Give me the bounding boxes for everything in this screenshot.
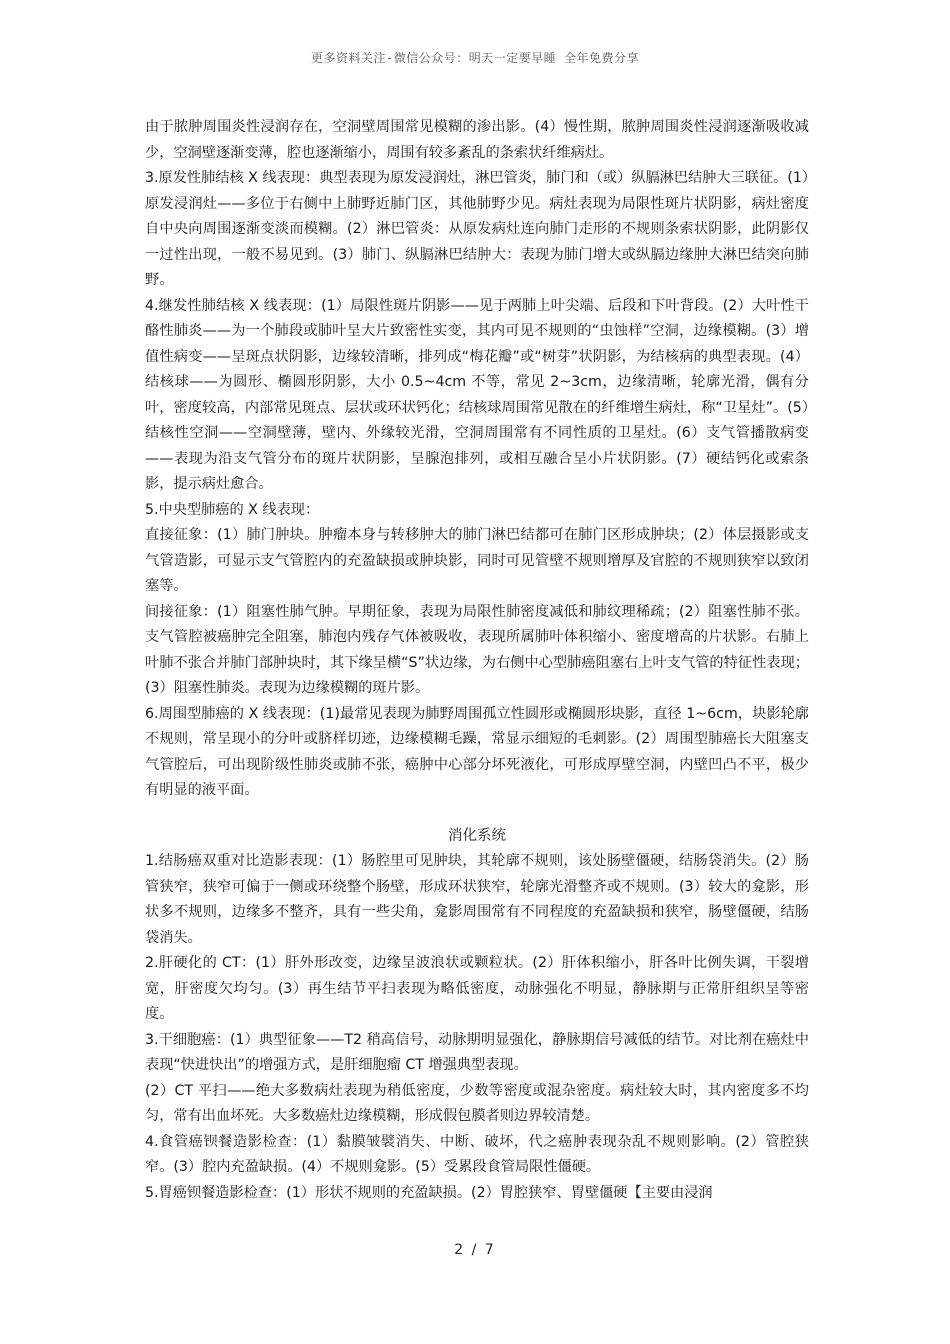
page-number: 2 / 7	[454, 1242, 496, 1258]
paragraph: 5.中央型肺癌的 X 线表现：	[145, 501, 320, 518]
paragraph: 3.干细胞癌：(1）典型征象——T2 稍高信号，动脉期明显强化，静脉期信号减低的结节。对比剂在癌灶中表现“快进快出”的增强方式，是肝细胞瘤 CT 增强典型表现。	[145, 1031, 809, 1073]
paragraph: (2）CT 平扫——绝大多数病灶表现为稍低密度，少数等密度或混杂密度。病灶较大时，其内密度多不均匀，常有出血坏死。大多数癌灶边缘模糊，形成假包膜者则边界较清楚。	[145, 1082, 809, 1124]
paragraph: 4.食管癌钡餐造影检查：(1）黏膜皱襞消失、中断、破坏，代之癌肿表现杂乱不规则影响。(2）管腔狭窄。(3）腔内充盈缺损。(4）不规则龛影。(5）受累段食管局限性僵硬。	[145, 1133, 809, 1175]
paragraph: 2.肝硬化的 CT：(1）肝外形改变，边缘呈波浪状或颗粒状。(2）肝体积缩小，肝各叶比例失调，干裂增宽，肝密度欠均匀。(3）再生结节平扫表现为略低密度，动脉强化不明显，静脉期与正常肝组织呈等密度。	[145, 955, 809, 1022]
paragraph: 5.胃癌钡餐造影检查：(1）形状不规则的充盈缺损。(2）胃腔狭窄、胃壁僵硬【主要由浸润	[145, 1184, 713, 1201]
section-title: 消化系统	[448, 827, 506, 844]
paragraph: 1.结肠癌双重对比造影表现：(1）肠腔里可见肿块，其轮廓不规则，该处肠壁僵硬，结肠袋消失。(2）肠管狭窄，狭窄可偏于一侧或环绕整个肠壁，形成环状狭窄，轮廓光滑整齐或不规则。(3）较大的龛影，形状多不规则，边缘多不整齐，具有一些尖角，龛影周围常有不同程度的充盈缺损和狭窄，肠壁僵硬，结肠袋消失。	[145, 853, 809, 946]
paragraph: 3.原发性肺结核 X 线表现：典型表现为原发浸润灶，淋巴管炎，肺门和（或）纵膈淋巴结肿大三联征。(1）原发浸润灶——多位于右侧中上肺野近肺门区，其他肺野少见。病灶表现为局限性斑片状阴影，病灶密度自中央向周围逐渐变淡而模糊。(2）淋巴管炎：从原发病灶连向肺门走形的不规则条索状阴影，此阴影仅一过性出现，一般不易见到。(3）肺门、纵膈淋巴结肿大：表现为肺门增大或纵膈边缘肿大淋巴结突向肺野。	[145, 170, 809, 288]
page-header: 更多资料关注-微信公众号：明天一定要早睡 全年免费分享	[311, 51, 639, 65]
paragraph: 间接征象：(1）阻塞性肺气肿。早期征象，表现为局限性肺密度减低和肺纹理稀疏；(2）阻塞性肺不张。支气管腔被癌肿完全阻塞，肺泡内残存气体被吸收，表现所属肺叶体积缩小、密度增高的片状影。右肺上叶肺不张合并肺门部肿块时，其下缘呈横“S”状边缘，为右侧中心型肺癌阻塞右上叶支气管的特征性表现；(3）阻塞性肺炎。表现为边缘模糊的斑片影。	[145, 603, 809, 696]
paragraph: 由于脓肿周围炎性浸润存在，空洞壁周围常见模糊的渗出影。(4）慢性期，脓肿周围炎性浸润逐渐吸收减少，空洞壁逐渐变薄，腔也逐渐缩小，周围有较多紊乱的条索状纤维病灶。	[145, 119, 809, 161]
paragraph: 4.继发性肺结核 X 线表现：(1）局限性斑片阴影——见于两肺上叶尖端、后段和下叶背段。(2）大叶性干酪性肺炎——为一个肺段或肺叶呈大片致密性实变，其内可见不规则的“虫蚀样”空洞，边缘模糊。(3）增值性病变——呈斑点状阴影，边缘较清晰，排列成“梅花瓣”或“树芽”状阴影，为结核病的典型表现。(4）结核球——为圆形、椭圆形阴影，大小 0.5~4cm 不等，常见 2~3cm，边缘清晰，轮廓光滑，偶有分叶，密度较高，内部常见斑点、层状或环状钙化；结核球周围常见散在的纤维增生病灶，称“卫星灶”。(5）结核性空洞——空洞壁薄，壁内、外缘较光滑，空洞周围常有不同性质的卫星灶。(6）支气管播散病变——表现为沿支气管分布的斑片状阴影，呈腺泡排列，或相互融合呈小片状阴影。(7）硬结钙化或索条影，提示病灶愈合。	[145, 297, 809, 492]
paragraph: 直接征象：(1）肺门肿块。肿瘤本身与转移肿大的肺门淋巴结都可在肺门区形成肿块；(2）体层摄影或支气管造影，可显示支气管腔内的充盈缺损或肿块影，同时可见管壁不规则增厚及官腔的不规则狭窄以致闭塞等。	[145, 527, 809, 594]
paragraph: 6.周围型肺癌的 X 线表现：(1)最常见表现为肺野周围孤立性圆形或椭圆形块影，直径 1~6cm，块影轮廓不规则，常呈现小的分叶或脐样切迹，边缘模糊毛躁，常显示细短的毛刺影。(2）周围型肺癌长大阻塞支气管腔后，可出现阶级性肺炎或肺不张，癌肿中心部分坏死液化，可形成厚壁空洞，内壁凹凸不平，极少有明显的液平面。	[145, 705, 809, 798]
page-body	[145, 115, 809, 1206]
